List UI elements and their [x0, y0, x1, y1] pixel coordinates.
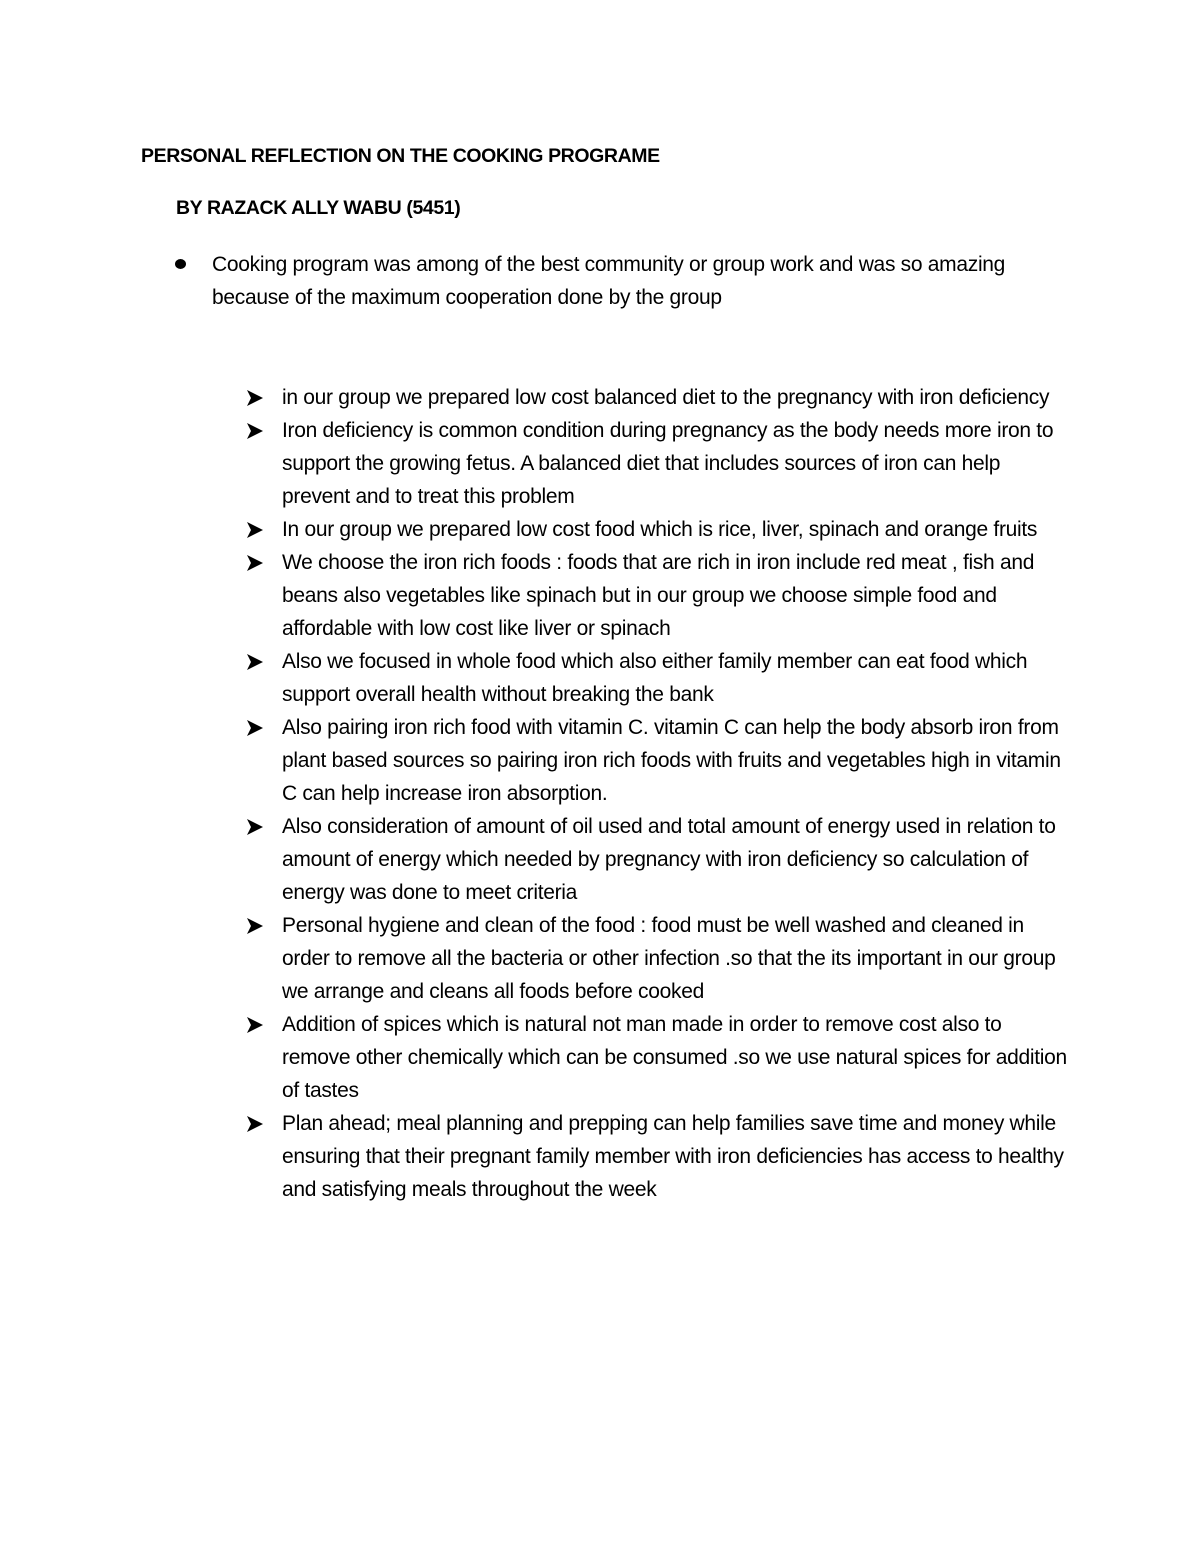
list-item	[240, 1107, 1070, 1206]
list-item	[240, 381, 1070, 414]
list-item-text: Plan ahead; meal planning and prepping can help families save time and money while ensuring that their pregnant family member with iron deficiencies has access to healthy and satisfying meals throughout the week	[282, 1112, 1064, 1201]
list-item	[170, 248, 1070, 314]
arrow-bullet-icon	[246, 422, 264, 440]
list-item-text: We choose the iron rich foods : foods that are rich in iron include red meat , fish and beans also vegetables like spinach but in our group we choose simple food and affordable with low cost like liver or spinach	[282, 551, 1035, 640]
document-author: BY RAZACK ALLY WABU (5451)	[176, 197, 461, 219]
arrow-bullet-icon	[246, 818, 264, 836]
list-item	[240, 810, 1070, 909]
list-item-text: Also pairing iron rich food with vitamin C. vitamin C can help the body absorb iron from plant based sources so pairing iron rich foods with fruits and vegetables high in vitamin C can help increase iron absorption.	[282, 716, 1061, 805]
list-item-text: in our group we prepared low cost balanced diet to the pregnancy with iron deficiency	[282, 386, 1050, 409]
arrow-bullet-icon	[246, 1016, 264, 1034]
list-item	[240, 645, 1070, 711]
list-item-text: In our group we prepared low cost food which is rice, liver, spinach and orange fruits	[282, 518, 1038, 541]
list-item	[240, 711, 1070, 810]
list-item-text: Cooking program was among of the best community or group work and was so amazing because of the maximum cooperation done by the group	[212, 253, 1006, 309]
arrow-bullet-icon	[246, 1115, 264, 1133]
list-item-text: Iron deficiency is common condition during pregnancy as the body needs more iron to support the growing fetus. A balanced diet that includes sources of iron can help prevent and to treat this problem	[282, 419, 1054, 508]
arrow-bullet-icon	[246, 521, 264, 539]
arrow-bullet-icon	[246, 917, 264, 935]
list-item	[240, 513, 1070, 546]
list-item-text: Personal hygiene and clean of the food : food must be well washed and cleaned in order to remove all the bacteria or other infection .so that the its important in our group we arrange and cleans all foods before cooked	[282, 914, 1056, 1003]
list-item	[240, 1008, 1070, 1107]
arrow-bullet-icon	[246, 719, 264, 737]
list-item-text: Also consideration of amount of oil used and total amount of energy used in relation to amount of energy which needed by pregnancy with iron deficiency so calculation of energy was done to meet criteria	[282, 815, 1056, 904]
arrow-bullet-icon	[246, 653, 264, 671]
arrow-bullet-icon	[246, 389, 264, 407]
reflection-points-list	[240, 381, 1070, 1206]
list-item-text: Also we focused in whole food which also either family member can eat food which support overall health without breaking the bank	[282, 650, 1028, 706]
intro-bullet-list	[170, 248, 1070, 314]
arrow-bullet-icon	[246, 554, 264, 572]
list-item	[240, 414, 1070, 513]
list-item-text: Addition of spices which is natural not man made in order to remove cost also to remove other chemically which can be consumed .so we use natural spices for addition of tastes	[282, 1013, 1067, 1102]
list-item	[240, 909, 1070, 1008]
list-item	[240, 546, 1070, 645]
document-title: PERSONAL REFLECTION ON THE COOKING PROGRAME	[141, 145, 660, 167]
bullet-dot-icon	[175, 259, 186, 269]
